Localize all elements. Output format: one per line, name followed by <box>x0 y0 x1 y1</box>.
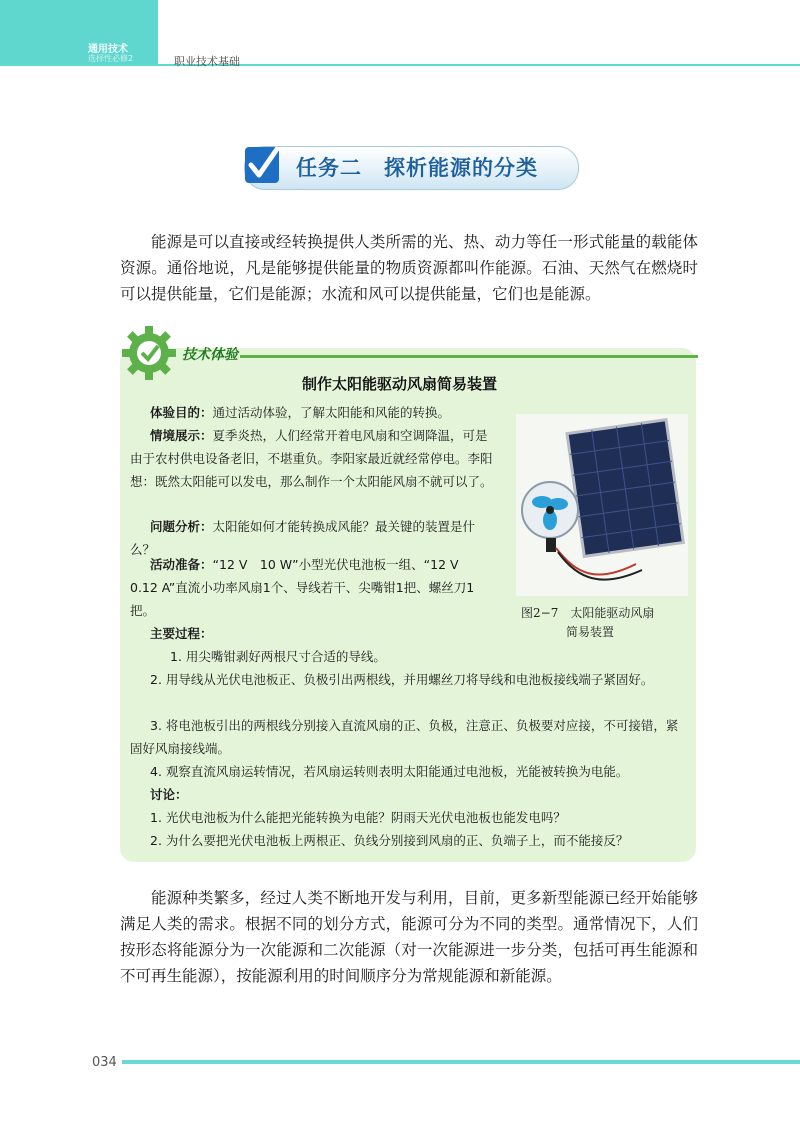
intro-paragraph: 能源是可以直接或经转换提供人类所需的光、热、动力等任一形式能量的载能体资源。通俗地说，凡是能够提供能量的物质资源都叫作能源。石油、天然气在燃烧时可以提供能量，它们是能源；水流和风可以提供能量，它们也是能源。 <box>120 233 698 303</box>
question-1: 1. 光伏电池板为什么能把光能转换为电能？阴雨天光伏电池板也能发电吗？ <box>150 810 566 825</box>
series-subtitle: 选择性必修2 <box>88 54 134 63</box>
prep-block <box>130 553 498 622</box>
series-title: 通用技术 <box>88 44 128 55</box>
gear-icon <box>118 322 180 384</box>
prep-text: “12 V 10 W”小型光伏电池板一组、“12 V 0.12 A”直流小功率风扇1个、导线若干、尖嘴钳1把、螺丝刀1把。 <box>130 557 475 618</box>
checkmark-icon <box>243 143 283 187</box>
process-label: 主要过程： <box>150 626 213 641</box>
step-3: 3. 将电池板引出的两根线分别接入直流风扇的正、负极，注意正、负极要对应接，不可接错，紧固好风扇接线端。 <box>130 718 679 756</box>
closing-paragraph: 能源种类繁多，经过人类不断地开发与利用，目前，更多新型能源已经开始能够满足人类的需求。根据不同的划分方式，能源可分为不同的类型。通常情况下，人们按形态将能源分为一次能源和二次能源（对一次能源进一步分类，包括可再生能源和不可再生能源），按能源利用的时间顺序分为常规能源和新能源。 <box>120 889 698 985</box>
activity-header-rule <box>240 355 698 358</box>
purpose-line <box>150 401 498 424</box>
figure-caption: 图2−7 太阳能驱动风扇 <box>521 606 655 620</box>
page-number: 034 <box>92 1055 117 1070</box>
footer-rule <box>122 1060 800 1064</box>
header-rule <box>158 64 800 66</box>
activity-title: 制作太阳能驱动风扇简易装置 <box>302 375 498 393</box>
discussion-label: 讨论： <box>150 787 188 802</box>
scene-label: 情境展示： <box>150 428 213 443</box>
purpose-label: 体验目的： <box>150 405 213 420</box>
step-2: 2. 用导线从光伏电池板正、负极引出两根线，并用螺丝刀将导线和电池板接线端子紧固好。 <box>150 672 654 687</box>
solar-fan-photo <box>516 414 688 596</box>
activity-label: 技术体验 <box>182 347 238 363</box>
section-name: 职业技术基础 <box>174 55 240 68</box>
figure-caption-line2: 简易装置 <box>566 625 615 639</box>
prep-label: 活动准备： <box>150 557 213 572</box>
scene-text: 夏季炎热，人们经常开着电风扇和空调降温，可是由于农村供电设备老旧，不堪重负。李阳家最近就经常停电。李阳想：既然太阳能可以发电，那么制作一个太阳能风扇不就可以了。 <box>130 428 493 489</box>
problem-label: 问题分析： <box>150 519 213 534</box>
step-1: 1. 用尖嘴钳剥好两根尺寸合适的导线。 <box>170 649 386 664</box>
header-color-block <box>0 0 158 66</box>
purpose-text: 通过活动体验，了解太阳能和风能的转换。 <box>212 405 451 420</box>
step-4: 4. 观察直流风扇运转情况，若风扇运转则表明太阳能通过电池板，光能被转换为电能。 <box>150 764 629 779</box>
problem-text: 太阳能如何才能转换成风能？最关键的装置是什么？ <box>130 519 476 557</box>
task-title: 任务二 探析能源的分类 <box>296 156 538 180</box>
question-2: 2. 为什么要把光伏电池板上两根正、负线分别接到风扇的正、负端子上，而不能接反？ <box>150 833 629 848</box>
scene-block <box>130 424 498 493</box>
